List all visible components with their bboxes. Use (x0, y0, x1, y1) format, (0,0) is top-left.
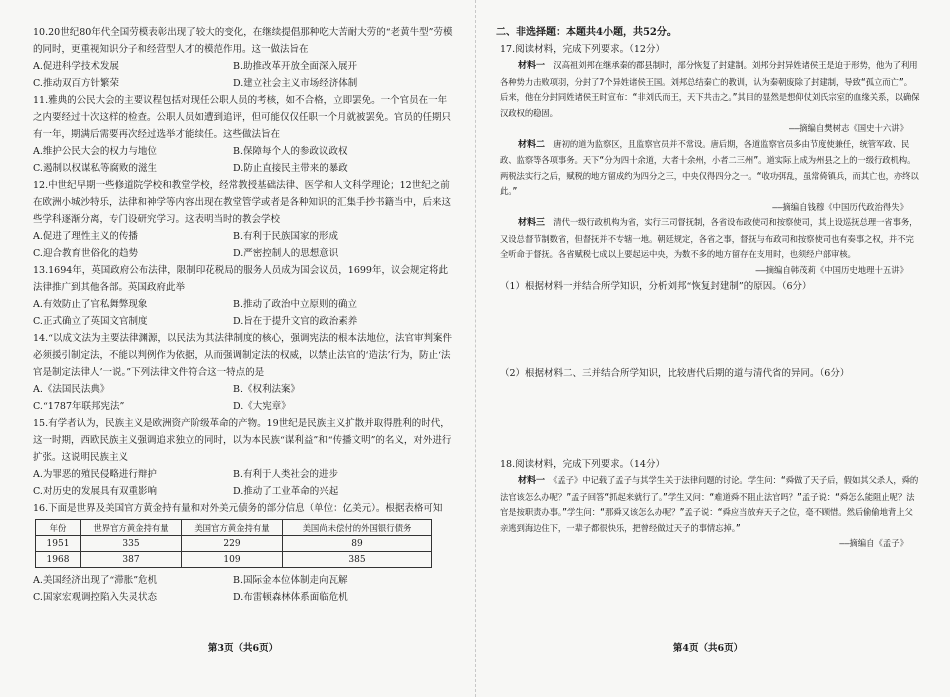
table-cell: 109 (182, 552, 283, 568)
question-18-title: 18.阅读材料，完成下列要求。（14分） (500, 459, 665, 470)
material-text: 汉高祖刘邦在继承秦的郡县制时，部分恢复了封建制。刘邦分封异姓诸侯王是迫于形势，他为了利用各种势力击败项羽，分封了7个异姓诸侯王国。刘邦总结秦亡的教训，认为秦朝废除了封建制，导致“孤立而亡”。后来，他在分封同姓诸侯王时宣布：“非刘氏而王，天下共击之。”其目的显然是想仰仗刘氏宗室的血缘关系，以确保汉政权的稳固。 (500, 60, 920, 118)
material-label: 材料一 (518, 61, 546, 71)
q17-material-2 (500, 137, 920, 200)
answer-space (500, 295, 920, 365)
option-a: A.为罪恶的殖民侵略进行辩护 (33, 469, 157, 480)
page-3-footer: 第3页（共6页） (207, 643, 279, 654)
table-cell: 385 (283, 552, 432, 568)
table-header: 年份 (36, 520, 81, 536)
option-b: B.助推改革开放全面深入展开 (233, 61, 358, 72)
page-4 (496, 24, 920, 552)
option-c: C.对历史的发展具有双重影响 (33, 486, 157, 497)
material-label: 材料三 (518, 218, 546, 228)
q18-material-1 (500, 473, 920, 536)
q17-subquestion-1: （1）根据材料一并结合所学知识，分析刘邦“恢复封建制”的原因。（6分） (500, 281, 812, 292)
material-text: 唐初的道为监察区，且监察官员并不常设。唐后期，各道监察官员多由节度使兼任，统管军政、民政、监察等各项事务。天下“分为四十余道，大者十余州，小者二三州”。道实际上成为州县之上的一级行政机构。两税法实行之后，赋税的地方留成约为四分之三，中央仅得四分之一。“收功弭乱，虽常倚镇兵，而其亡也，亦终以此。” (500, 138, 919, 196)
table-cell: 1951 (36, 536, 81, 552)
q18-material-1-source: ——摘编自《孟子》 (839, 538, 908, 548)
question-10-stem: 10.20世纪80年代全国劳模表彰出现了较大的变化，在继续提倡那种吃大苦耐大劳的“老黄牛型”劳模的同时，更重视知识分子和经营型人才的模范作用。这一做法旨在 (33, 27, 453, 55)
question-11-options (33, 143, 453, 177)
question-15-options (33, 466, 453, 500)
table-row (36, 552, 432, 568)
material-label: 材料一 (518, 476, 546, 486)
material-label: 材料二 (518, 139, 546, 150)
option-a: A.促进了理性主义的传播 (33, 231, 138, 242)
q17-material-1-source: ——摘编自樊树志《国史十六讲》 (789, 123, 908, 133)
option-d: D.布雷顿森林体系面临危机 (233, 592, 348, 603)
option-d: D.防止直接民主带来的暴政 (233, 163, 348, 174)
q17-subquestion-2: （2）根据材料二、三并结合所学知识，比较唐代后期的道与清代省的异同。（6分） (500, 368, 850, 379)
option-a: A.有效防止了官私舞弊现象 (33, 299, 148, 310)
table-header: 美国尚未偿付的外国银行债务 (283, 520, 432, 536)
q17-material-3-source: ——摘编自韩茂莉《中国历史地理十五讲》 (755, 264, 908, 275)
option-a: A.美国经济出现了“滞胀”危机 (33, 575, 158, 586)
option-c: C.国家宏观调控陷入失灵状态 (33, 592, 157, 603)
option-b: B.《权利法案》 (233, 384, 301, 395)
option-c: C.正式确立了英国文官制度 (33, 316, 148, 327)
question-13-options (33, 296, 453, 330)
option-a: A.维护公民大会的权力与地位 (33, 146, 157, 157)
table-cell: 387 (81, 552, 182, 568)
table-row (36, 536, 432, 552)
option-c: C.推动双百方针繁荣 (33, 78, 119, 89)
section-heading: 二、非选择题：本题共4小题，共52分。 (496, 27, 677, 38)
table-cell: 89 (283, 536, 432, 552)
table-cell: 335 (81, 536, 182, 552)
table-header: 世界官方黄金持有量 (81, 520, 182, 536)
option-d: D.《大宪章》 (233, 401, 291, 412)
gold-debt-table (35, 519, 432, 568)
table-cell: 229 (182, 536, 283, 552)
question-11-stem: 11.雅典的公民大会的主要议程包括对现任公职人员的考核，如不合格，立即罢免。一个官员在一年之内要经过十次这样的检查。公职人员如遭到追评，但可能仅仅任职一个月就被罢免。官员的任期只有一年，期满后需要再次经过选举才能续任。这些做法旨在 (33, 95, 452, 140)
option-b: B.有利于人类社会的进步 (233, 469, 339, 480)
material-text: 《孟子》中记载了孟子与其学生关于法律问题的讨论。学生问：“舜做了天子后，假如其父杀人，舜的法官该怎么办呢？”孟子回答“抓起来就行了。”学生又问：“难道舜不阻止法官吗？”孟子说：“舜怎么能阻止呢？法官是按职责办事。”学生问：“那舜又该怎么办呢？”孟子说：“舜应当放弃天子之位，毫不顾惜。然后偷偷地背上父亲逃到海边住下，一辈子都很快乐，把曾经做过天子的事情忘掉。” (500, 475, 919, 533)
option-b: B.保障每个人的参政议政权 (233, 146, 348, 157)
answer-space (500, 382, 920, 456)
page-4-footer: 第4页（共6页） (672, 643, 744, 654)
option-b: B.有利于民族国家的形成 (233, 231, 339, 242)
question-12-stem: 12.中世纪早期一些修道院学校和教堂学校，经常教授基础法律、医学和人文科学理论；12世纪之前在欧洲小城沙特乐，法律和神学等内容出现在教堂管学或者是各种知识的汇集手抄书籍当中，后来这些学科逐渐分离，专门设研究学习。这表明当时的教会学校 (33, 180, 452, 225)
page-3 (33, 24, 453, 606)
q17-material-2-source: ——摘编自钱穆《中国历代政治得失》 (772, 201, 908, 212)
option-c: C.迎合教育世俗化的趋势 (33, 248, 138, 259)
question-17-title: 17.阅读材料，完成下列要求。（12分） (500, 44, 665, 55)
option-d: D.严密控制人的思想意识 (233, 248, 339, 259)
q17-material-1 (500, 58, 920, 121)
question-15-stem: 15.有学者认为，民族主义是欧洲资产阶级革命的产物。19世纪是民族主义扩散并取得胜利的时代，这一时期，西欧民族主义强调追求独立的同时，以为本民族“谋利益”和“传播文明”的名义，对外进行扩张。这说明民族主义 (33, 418, 452, 463)
option-c: C.遏制以权谋私等腐败的滋生 (33, 163, 157, 174)
question-16-options (33, 572, 453, 606)
material-text: 清代一级行政机构为省，实行三司督抚制，各省设布政使司和按察使司，其上设巡抚总理一省事务，又设总督节制数省，但督抚并不专辖一地。朝廷规定，各省之事，督抚与布政司和按察使司也有奏事之权，并不完全听命于督抚。各省赋税七成以上要起运中央，为数不多的地方留存在支用时，也须经户部审核。 (500, 217, 918, 259)
page-fold-line (475, 0, 477, 697)
question-14-stem: 14.“以成文法为主要法律渊源，以民法为其法律制度的核心，强调宪法的根本法地位，法官审判案件必须援引制定法，不能以判例作为依据，从而强调制定法的权威，以禁止法官的‘造法’行为，防止‘法官是制定法律人’一说。”下列法律文件符合这一特点的是 (33, 333, 452, 378)
question-10-options (33, 58, 453, 92)
option-b: B.国际金本位体制走向瓦解 (233, 575, 348, 586)
option-a: A.《法国民法典》 (33, 384, 110, 395)
question-12-options (33, 228, 453, 262)
question-13-stem: 13.1694年，英国政府公布法律，限制印花税局的服务人员成为国会议员，1699年，议会规定将此法律推广到其他各部。英国政府此举 (33, 265, 448, 293)
table-header-row (36, 520, 432, 536)
option-d: D.推动了工业革命的兴起 (233, 486, 339, 497)
option-c: C.“1787年联邦宪法” (33, 401, 125, 412)
table-header: 美国官方黄金持有量 (182, 520, 283, 536)
option-d: D.建立社会主义市场经济体制 (233, 78, 358, 89)
option-a: A.促进科学技术发展 (33, 61, 119, 72)
q17-material-3 (500, 215, 920, 263)
option-d: D.旨在于提升文官的政治素养 (233, 316, 358, 327)
question-16-stem: 16.下面是世界及美国官方黄金持有量和对外美元债务的部分信息（单位：亿美元）。根据表格可知 (33, 503, 443, 514)
option-b: B.推动了政治中立原则的确立 (233, 299, 358, 310)
table-cell: 1968 (36, 552, 81, 568)
question-14-options (33, 381, 453, 415)
